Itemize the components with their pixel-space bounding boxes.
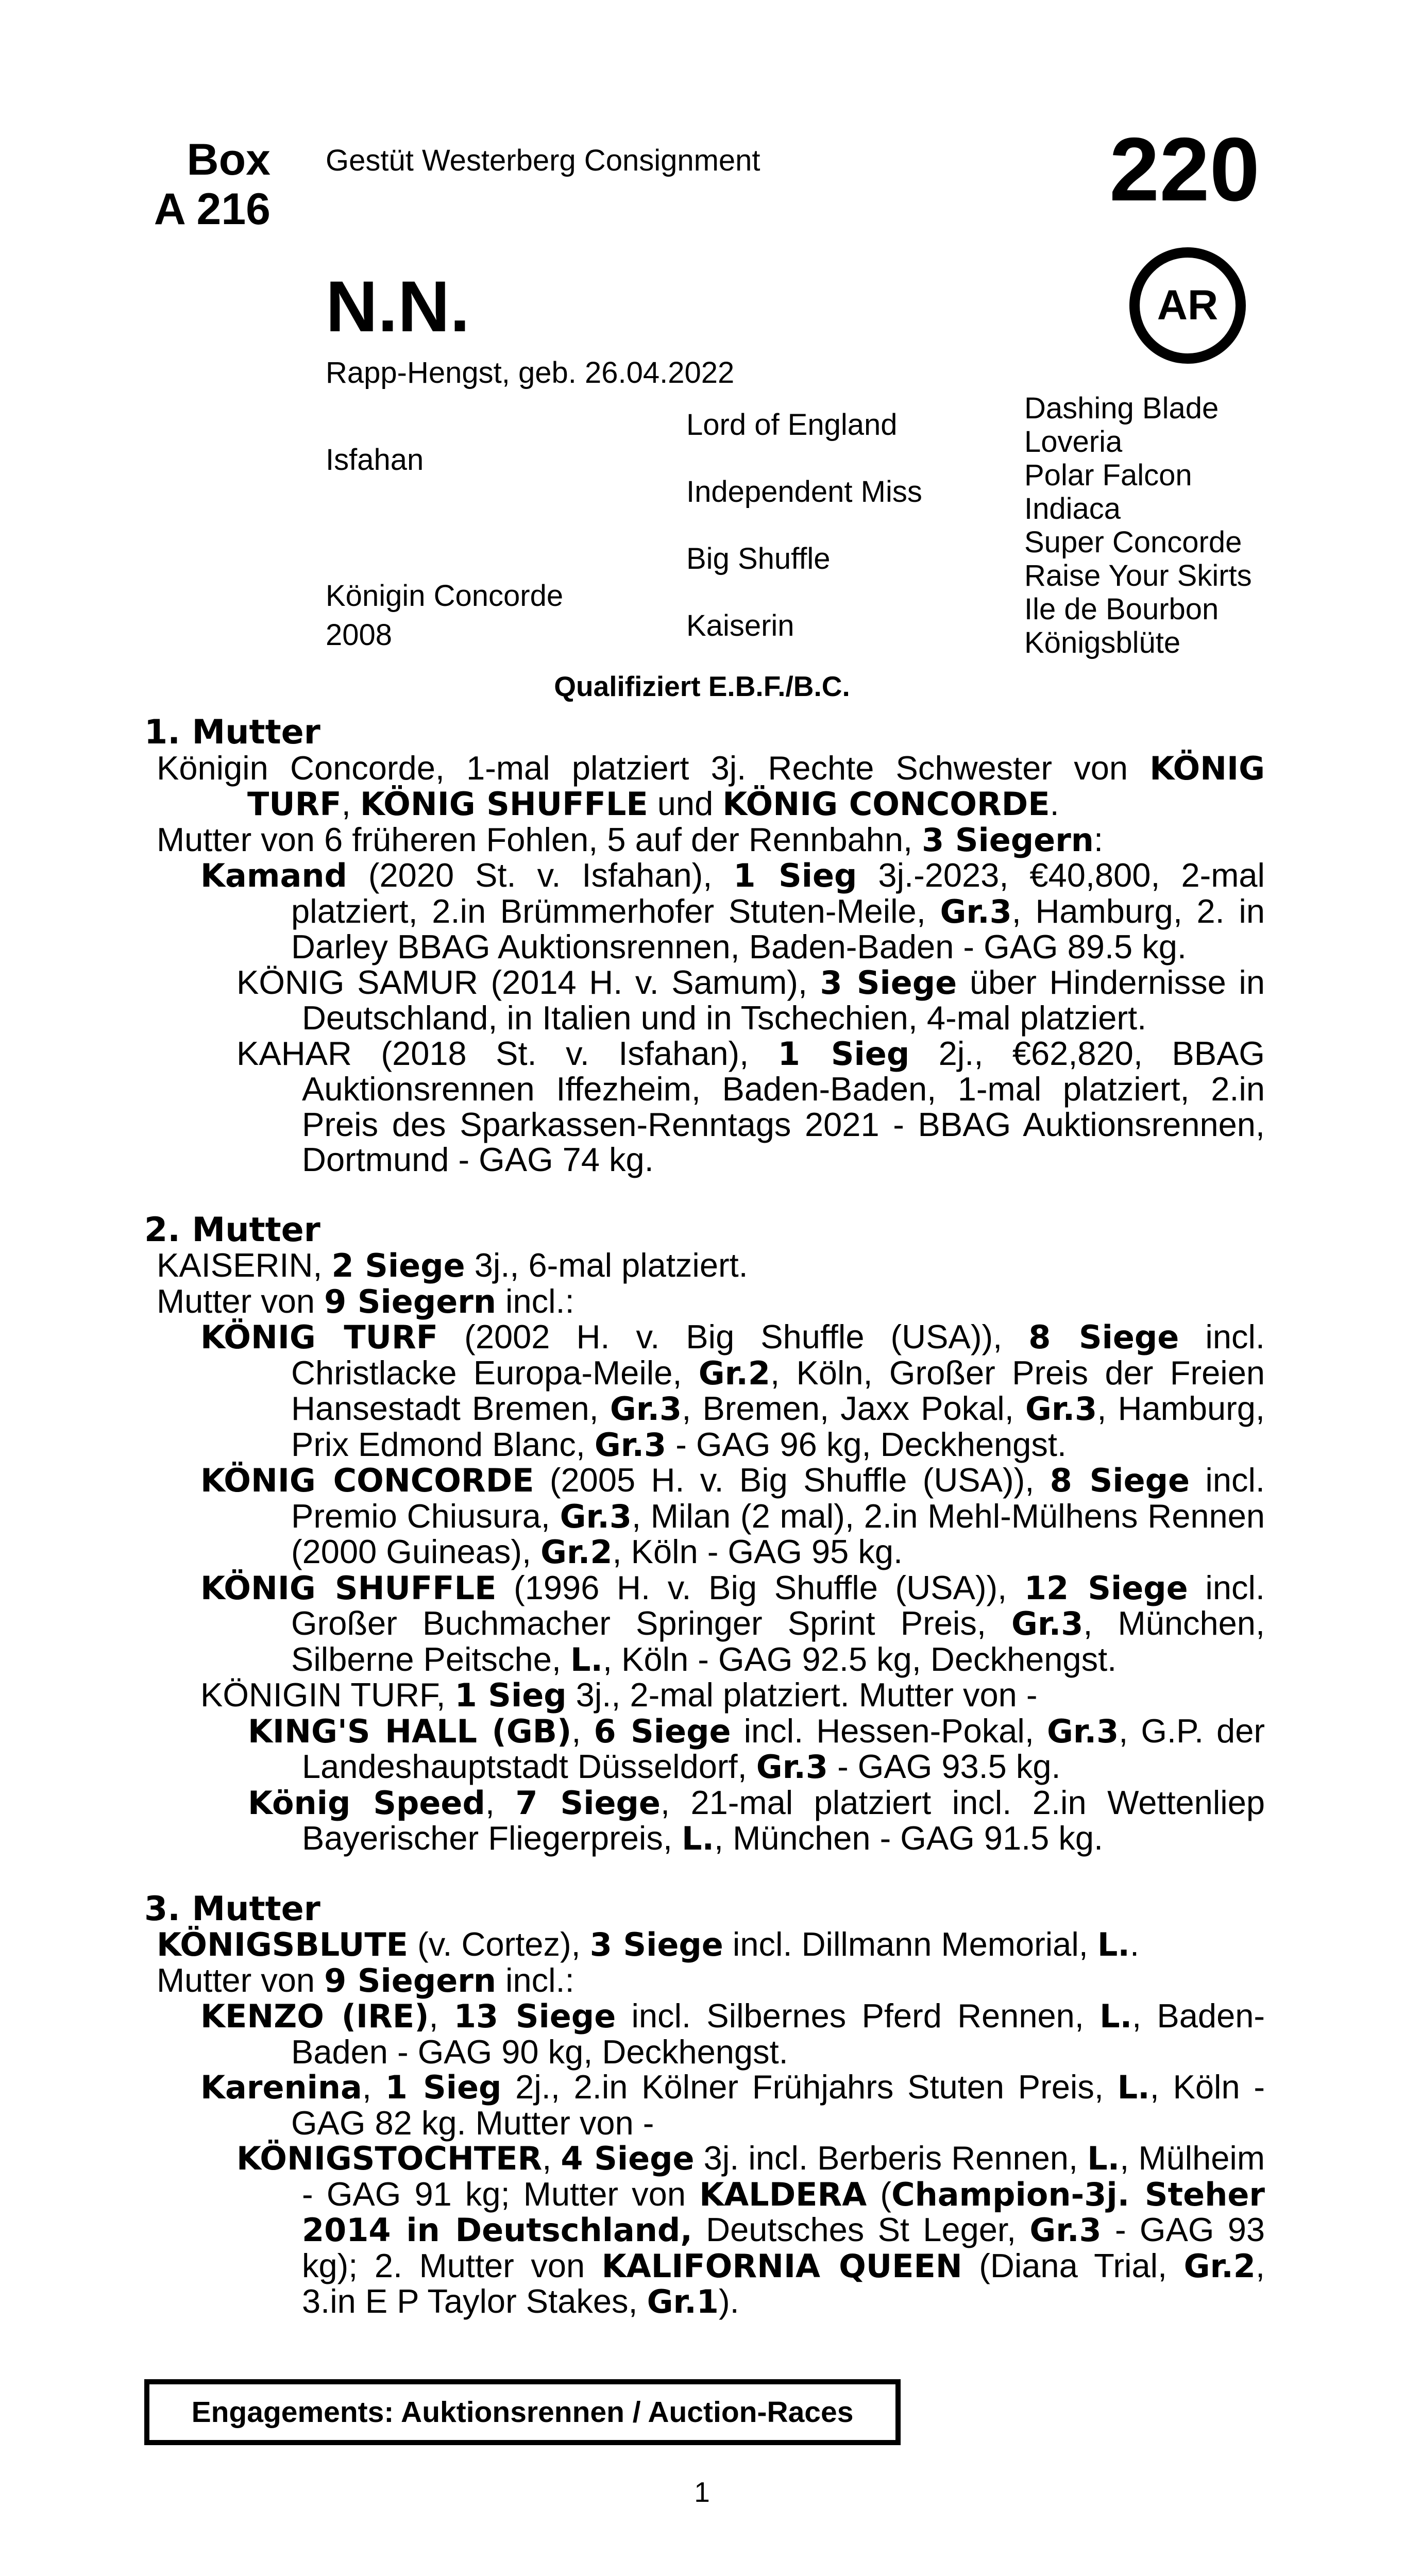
grade: Gr.2 xyxy=(1183,2247,1256,2285)
text: KAISERIN, xyxy=(157,1246,332,1284)
page-number: 1 xyxy=(694,2476,710,2508)
text: über Hindernisse in Deutschland, in Italien und in Tschechien, 4-mal platziert. xyxy=(302,963,1265,1037)
sibling-name: KÖNIG SHUFFLE xyxy=(360,785,648,823)
text: (2020 St. v. Isfahan), xyxy=(347,856,734,894)
winner-count: 9 Siegern xyxy=(324,1961,496,1999)
text: 3j., 2-mal platziert. Mutter von - xyxy=(566,1676,1038,1714)
grade: Gr.3 xyxy=(1011,1605,1084,1642)
text: 3j., 6-mal platziert. xyxy=(465,1246,748,1284)
text: Mutter von xyxy=(157,1282,325,1320)
ggp-1: Dashing Blade xyxy=(1024,392,1219,425)
wins: 4 Siege xyxy=(561,2140,695,2177)
wins: 7 Siege xyxy=(515,1784,661,1822)
text: Mutter von 6 früheren Fohlen, 5 auf der Rennbahn, xyxy=(157,820,922,858)
first-dam-intro xyxy=(144,751,1265,822)
grade: Gr.3 xyxy=(1046,1712,1119,1750)
grand-offspring-entry xyxy=(144,1785,1265,1857)
pedigree-granddam-2: Kaiserin xyxy=(686,609,794,642)
horse-description: Rapp-Hengst, geb. 26.04.2022 xyxy=(326,356,735,389)
horse-name: KENZO (IRE) xyxy=(200,1997,429,2035)
wins: 3 Siege xyxy=(589,1926,723,1963)
winner-count: 3 Siegern xyxy=(922,821,1094,859)
grade: Gr.3 xyxy=(1025,1390,1097,1428)
ggp-7: Ile de Bourbon xyxy=(1024,592,1219,626)
pedigree-dam: Königin Concorde xyxy=(326,579,564,613)
text: Mutter von xyxy=(157,1961,325,1999)
engagements-box: Engagements: Auktionsrennen / Auction-Races xyxy=(144,2379,901,2445)
first-dam-produce xyxy=(144,822,1265,858)
text: 2j., 2.in Kölner Frühjahrs Stuten Preis, xyxy=(501,2068,1118,2106)
grade: Gr.3 xyxy=(940,892,1012,930)
grade: Gr.1 xyxy=(647,2283,719,2320)
lot-number: 220 xyxy=(1109,120,1260,220)
horse-name: KÖNIG CONCORDE xyxy=(200,1462,534,1499)
wins: 6 Siege xyxy=(594,1712,731,1750)
text: , xyxy=(485,1783,516,1821)
offspring-entry xyxy=(144,965,1265,1036)
text: incl. Premio Chiusura, xyxy=(291,1461,1265,1535)
text: , xyxy=(429,1997,454,2035)
wins: 12 Siege xyxy=(1024,1569,1188,1607)
grade: Gr.3 xyxy=(560,1497,632,1535)
text: , xyxy=(362,2068,385,2106)
ar-badge: AR xyxy=(1129,247,1246,364)
third-dam-produce xyxy=(144,1963,1265,1999)
winner-count: 9 Siegern xyxy=(324,1282,496,1320)
wins: 1 Sieg xyxy=(777,1035,910,1073)
text: incl. Großer Buchmacher Springer Sprint Preis, xyxy=(291,1568,1265,1642)
text: , xyxy=(542,2139,561,2177)
text: , München - GAG 91.5 kg. xyxy=(714,1819,1104,1857)
catalogue-body xyxy=(144,715,1265,2320)
grade: Gr.3 xyxy=(756,1748,828,1786)
wins: 1 Sieg xyxy=(733,857,857,894)
horse-name: KALDERA xyxy=(699,2175,867,2213)
grade: Gr.3 xyxy=(594,1426,667,1464)
pedigree-grandsire-2: Big Shuffle xyxy=(686,542,831,575)
text: : xyxy=(1093,820,1103,858)
text: , Köln, Großer Preis der Freien Hansestadt Bremen, xyxy=(291,1353,1265,1427)
text: - GAG 93.5 kg. xyxy=(828,1748,1061,1785)
grade: L. xyxy=(570,1640,603,1679)
qualification: Qualifiziert E.B.F./B.C. xyxy=(554,670,850,702)
offspring-entry xyxy=(144,1677,1265,1714)
box-line-1: Box xyxy=(187,135,270,184)
pedigree-granddam-1: Independent Miss xyxy=(686,475,922,509)
text: , xyxy=(571,1711,594,1750)
text: , Köln - GAG 82 kg. Mutter von - xyxy=(291,2068,1265,2142)
offspring-entry xyxy=(144,1463,1265,1570)
text: Königin Concorde, 1-mal platziert 3j. Rechte Schwester von xyxy=(157,749,1150,787)
horse-name: Karenina xyxy=(200,2069,362,2106)
text: KÖNIGIN TURF, xyxy=(200,1676,455,1714)
ggp-6: Raise Your Skirts xyxy=(1024,559,1252,592)
text: . xyxy=(1129,1925,1139,1963)
championship: Champion-3j. Steher 2014 in Deutschland, xyxy=(302,2175,1265,2249)
text: ( xyxy=(867,2175,892,2213)
horse-name: KÖNIG TURF xyxy=(200,1318,438,1356)
pedigree-grandsire-1: Lord of England xyxy=(686,408,898,442)
grade: L. xyxy=(1097,1926,1130,1963)
text: , Hamburg, 2. in Darley BBAG Auktionsrennen, Baden-Baden - GAG 89.5 kg. xyxy=(291,892,1265,965)
text: , München, Silberne Peitsche, xyxy=(291,1604,1265,1678)
wins: 8 Siege xyxy=(1050,1462,1190,1499)
sibling-name: KÖNIG CONCORDE xyxy=(722,785,1050,823)
grade: L. xyxy=(1099,1997,1132,2035)
text: und xyxy=(648,785,723,822)
text: incl. Hessen-Pokal, xyxy=(731,1711,1047,1750)
text: (Diana Trial, xyxy=(962,2246,1184,2284)
horse-name: König Speed xyxy=(248,1784,485,1822)
text: ). xyxy=(718,2282,739,2320)
text: , Mülheim - GAG 91 kg; Mutter von xyxy=(302,2139,1265,2213)
grade: L. xyxy=(1087,2140,1120,2177)
consignor: Gestüt Westerberg Consignment xyxy=(326,144,760,177)
text: 3j. incl. Berberis Rennen, xyxy=(694,2139,1088,2177)
text: , Bremen, Jaxx Pokal, xyxy=(682,1389,1025,1427)
ggp-3: Polar Falcon xyxy=(1024,459,1192,492)
grade: Gr.3 xyxy=(1029,2211,1102,2249)
first-dam-heading: 1. Mutter xyxy=(144,713,320,752)
text: . xyxy=(1050,785,1059,822)
ggp-4: Indiaca xyxy=(1024,492,1121,526)
second-dam-heading: 2. Mutter xyxy=(144,1210,320,1249)
text: incl. Silbernes Pferd Rennen, xyxy=(616,1997,1100,2035)
grade: L. xyxy=(681,1820,714,1857)
wins: 13 Siege xyxy=(453,1997,616,2035)
text: Deutsches St Leger, xyxy=(692,2211,1030,2248)
text: KAHAR (2018 St. v. Isfahan), xyxy=(236,1034,778,1072)
sibling-name: KÖNIG TURF xyxy=(247,749,1265,823)
text: , Köln - GAG 95 kg. xyxy=(612,1533,903,1570)
text: 2j., €62,820, BBAG Auktionsrennen Iffezheim, Baden-Baden, 1-mal platziert, 2.in Preis des Sparkassen-Renntags 2021 - BBAG Auktionsrennen, Dortmund - GAG 74 kg. xyxy=(302,1034,1265,1178)
wins: 8 Siege xyxy=(1028,1318,1179,1356)
wins: 3 Siege xyxy=(820,963,957,1002)
text: , xyxy=(341,785,360,822)
text: , 3.in E P Taylor Stakes, xyxy=(302,2246,1265,2320)
text: - GAG 93 kg); 2. Mutter von xyxy=(302,2211,1265,2284)
second-dam-produce xyxy=(144,1284,1265,1320)
text: (2002 H. v. Big Shuffle (USA)), xyxy=(438,1318,1029,1355)
text: (v. Cortez), xyxy=(408,1925,590,1963)
spacer xyxy=(144,1857,1265,1892)
ggp-5: Super Concorde xyxy=(1024,526,1242,559)
grand-offspring-entry xyxy=(144,2141,1265,2320)
third-dam-intro xyxy=(144,1927,1265,1963)
text: , Milan (2 mal), 2.in Mehl-Mülhens Rennen (2000 Guineas), xyxy=(291,1497,1265,1570)
text: incl.: xyxy=(496,1282,574,1320)
offspring-entry xyxy=(144,858,1265,965)
ggp-2: Loveria xyxy=(1024,425,1123,459)
offspring-entry xyxy=(144,1319,1265,1463)
text: (1996 H. v. Big Shuffle (USA)), xyxy=(496,1568,1024,1606)
text: , 21-mal platziert incl. 2.in Wettenliep Bayerischer Fliegerpreis, xyxy=(302,1783,1265,1857)
text: (2005 H. v. Big Shuffle (USA)), xyxy=(534,1461,1050,1499)
box-label xyxy=(134,135,270,234)
text: incl.: xyxy=(496,1961,574,1999)
pedigree-sire: Isfahan xyxy=(326,443,424,477)
box-number: A 216 xyxy=(154,184,270,234)
horse-name: KÖNIGSTOCHTER xyxy=(236,2140,543,2177)
text: KÖNIG SAMUR (2014 H. v. Samum), xyxy=(236,963,820,1001)
text: - GAG 96 kg, Deckhengst. xyxy=(666,1425,1067,1463)
text: 3j.-2023, €40,800, 2-mal platziert, 2.in Brümmerhofer Stuten-Meile, xyxy=(291,856,1265,930)
grade: Gr.3 xyxy=(610,1390,682,1428)
spacer xyxy=(144,1178,1265,1213)
horse-name: N.N. xyxy=(326,266,470,347)
grade: Gr.2 xyxy=(540,1533,613,1571)
pedigree-great-grandparents xyxy=(1024,392,1252,659)
text: incl. Dillmann Memorial, xyxy=(723,1925,1097,1963)
text: , Hamburg, Prix Edmond Blanc, xyxy=(291,1389,1265,1463)
horse-name: KING'S HALL (GB) xyxy=(248,1712,572,1750)
horse-name: KÖNIGSBLUTE xyxy=(157,1926,409,1963)
grade: Gr.2 xyxy=(698,1354,771,1392)
wins: 1 Sieg xyxy=(454,1676,567,1714)
offspring-entry xyxy=(144,1036,1265,1178)
wins: 1 Sieg xyxy=(385,2069,502,2106)
text: , Baden-Baden - GAG 90 kg, Deckhengst. xyxy=(291,1997,1265,2071)
offspring-entry xyxy=(144,2070,1265,2141)
offspring-entry xyxy=(144,1570,1265,1678)
text: , G.P. der Landeshauptstadt Düsseldorf, xyxy=(302,1711,1265,1785)
pedigree-dam-year: 2008 xyxy=(326,618,393,652)
wins: 2 Siege xyxy=(331,1247,465,1284)
horse-name: KALIFORNIA QUEEN xyxy=(601,2247,962,2285)
third-dam-heading: 3. Mutter xyxy=(144,1889,320,1928)
grand-offspring-entry xyxy=(144,1711,1265,1786)
text: incl. Christlacke Europa-Meile, xyxy=(291,1318,1265,1392)
ggp-8: Königsblüte xyxy=(1024,626,1181,659)
second-dam-intro xyxy=(144,1248,1265,1284)
horse-name: Kamand xyxy=(200,857,347,894)
offspring-entry xyxy=(144,1998,1265,2070)
horse-name: KÖNIG SHUFFLE xyxy=(200,1569,497,1607)
text: , Köln - GAG 92.5 kg, Deckhengst. xyxy=(603,1640,1117,1678)
grade: L. xyxy=(1117,2069,1150,2106)
